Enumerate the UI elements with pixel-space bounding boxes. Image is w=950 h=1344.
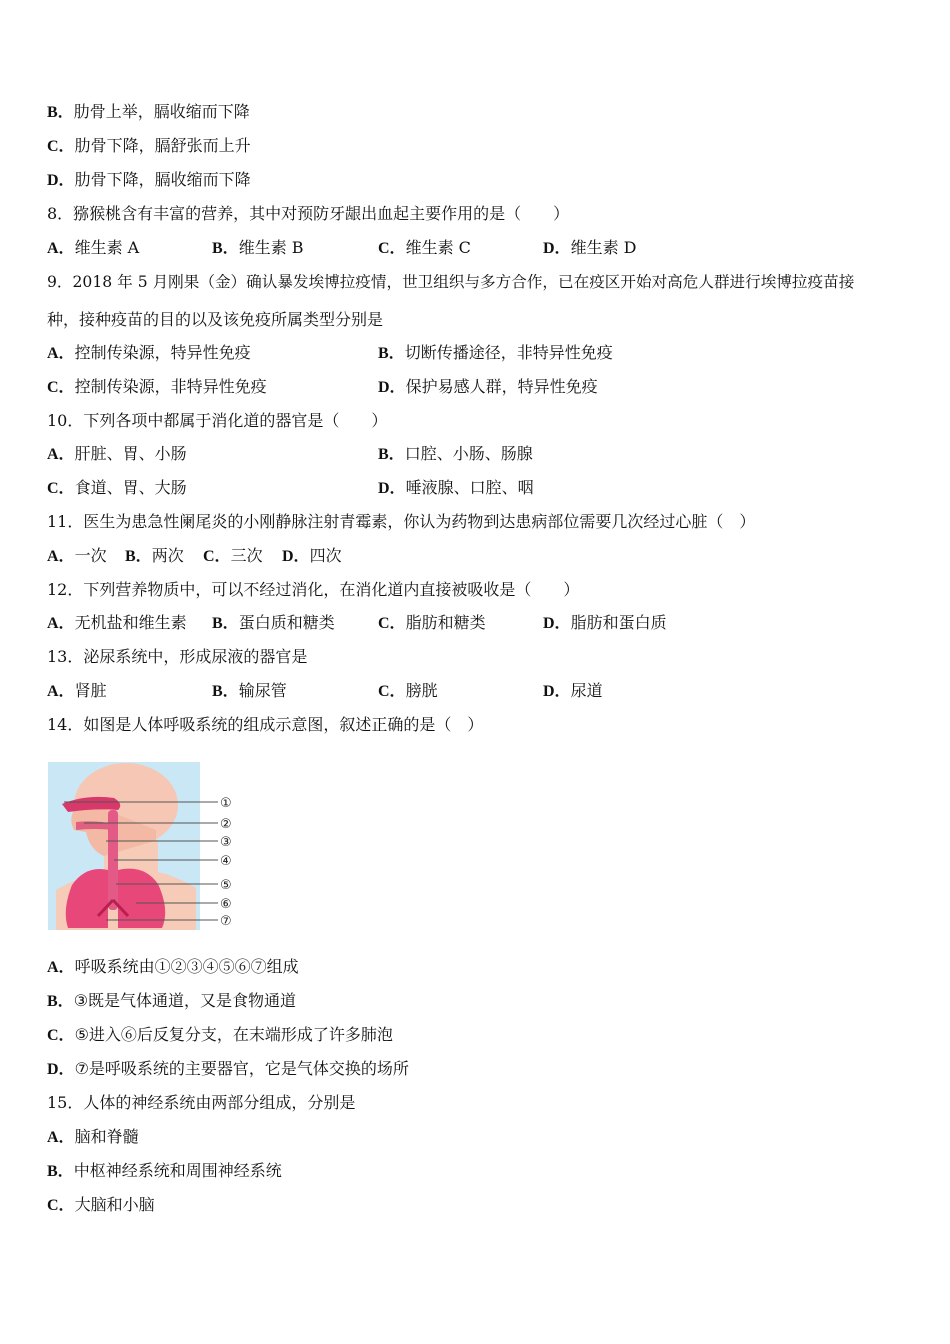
option-text: 控制传染源，非特异性免疫 (74, 377, 267, 396)
q10-option-c (47, 478, 187, 499)
option-text: ⑤进入⑥后反复分支，在末端形成了许多肺泡 (74, 1025, 393, 1044)
q10-option-b (378, 444, 533, 465)
q8-option-b (212, 238, 304, 259)
q15-option-a (47, 1127, 139, 1148)
option-text: 大脑和小脑 (74, 1195, 155, 1214)
q9-option-c (47, 377, 267, 398)
option-label: A． (47, 1129, 75, 1146)
q11-stem: 11．医生为患急性阑尾炎的小刚静脉注射青霉素，你认为药物到达患病部位需要几次经过心脏（ ） (47, 512, 756, 531)
option-text: 唾液腺、口腔、咽 (405, 478, 534, 497)
option-label: B． (47, 1163, 74, 1180)
q12-option-b (212, 613, 335, 634)
option-label: B． (378, 345, 405, 362)
q14-option-a (47, 957, 299, 978)
q13-option-c (378, 681, 438, 702)
q15-option-b (47, 1161, 282, 1182)
option-text: 肾脏 (74, 681, 107, 700)
q12-option-d (543, 613, 667, 634)
option-label: D． (378, 480, 406, 497)
option-label: D． (543, 615, 571, 632)
option-text: 食道、胃、大肠 (74, 478, 187, 497)
figure-label-1: ① (220, 796, 232, 811)
option-text: 三次 (230, 546, 263, 565)
q9-stem-line1: 9．2018 年 5 月刚果（金）确认暴发埃博拉疫情，世卫组织与多方合作，已在疫区开始对高危人群进行埃博拉疫苗接 (47, 273, 855, 291)
option-text: ③既是气体通道，又是食物通道 (73, 991, 297, 1010)
q11-option-b (125, 546, 184, 567)
option-text: 肋骨上举，膈收缩而下降 (73, 102, 250, 121)
option-text: 一次 (74, 546, 107, 565)
option-label: C． (378, 615, 406, 632)
q12-option-c (378, 613, 486, 634)
option-text: 肋骨下降，膈收缩而下降 (74, 170, 251, 189)
q9-option-d (378, 377, 598, 398)
option-text: 四次 (309, 546, 342, 565)
q10-option-a (47, 444, 187, 465)
option-text: 切断传播途径，非特异性免疫 (404, 343, 613, 362)
q15-stem: 15．人体的神经系统由两部分组成，分别是 (47, 1093, 356, 1112)
q14-option-b (47, 991, 296, 1012)
option-label: A． (47, 615, 75, 632)
option-label: B． (47, 104, 74, 121)
q14-stem: 14．如图是人体呼吸系统的组成示意图，叙述正确的是（ ） (47, 715, 484, 734)
figure-label-7: ⑦ (220, 914, 232, 929)
option-label: D． (378, 379, 406, 396)
option-label: C． (47, 379, 75, 396)
q12-option-a (47, 613, 187, 634)
option-label: B． (212, 683, 239, 700)
option-text: 维生素 B (238, 238, 304, 257)
figure-label-5: ⑤ (220, 878, 232, 893)
option-label: C． (47, 1027, 75, 1044)
option-label: C． (378, 683, 406, 700)
q13-stem: 13．泌尿系统中，形成尿液的器官是 (47, 647, 308, 666)
option-label: C． (47, 138, 75, 155)
option-text: 两次 (151, 546, 184, 565)
option-text: 输尿管 (238, 681, 287, 700)
q7-option-b (47, 102, 250, 123)
option-label: C． (47, 1197, 75, 1214)
option-text: 尿道 (570, 681, 603, 700)
figure-label-2: ② (220, 817, 232, 832)
option-text: 脂肪和蛋白质 (570, 613, 667, 632)
q9-stem-line2: 种，接种疫苗的目的以及该免疫所属类型分别是 (47, 310, 384, 329)
option-label: D． (47, 172, 75, 189)
q8-option-a (47, 238, 139, 259)
option-label: B． (378, 446, 405, 463)
option-text: 保护易感人群，特异性免疫 (405, 377, 598, 396)
q15-option-c (47, 1195, 155, 1216)
option-text: 口腔、小肠、肠腺 (404, 444, 533, 463)
option-text: 维生素 A (74, 238, 140, 257)
option-label: B． (125, 548, 152, 565)
q10-option-d (378, 478, 534, 499)
option-label: D． (543, 240, 571, 257)
q8-option-d (543, 238, 636, 259)
option-text: 膀胱 (405, 681, 438, 700)
q11-option-c (203, 546, 263, 567)
figure-label-3: ③ (220, 835, 232, 850)
option-text: 蛋白质和糖类 (238, 613, 335, 632)
option-text: 脑和脊髓 (74, 1127, 139, 1146)
option-label: A． (47, 446, 75, 463)
figure-label-6: ⑥ (220, 897, 232, 912)
option-text: 脂肪和糖类 (405, 613, 486, 632)
q10-stem: 10．下列各项中都属于消化道的器官是（ ） (47, 411, 388, 430)
option-label: A． (47, 683, 75, 700)
q13-option-a (47, 681, 107, 702)
option-label: C． (47, 480, 75, 497)
figure-label-4: ④ (220, 854, 232, 869)
option-label: A． (47, 345, 75, 362)
q13-option-d (543, 681, 603, 702)
q8-option-c (378, 238, 471, 259)
option-text: 维生素 C (405, 238, 471, 257)
option-text: 肝脏、胃、小肠 (74, 444, 187, 463)
q12-stem: 12．下列营养物质中，可以不经过消化，在消化道内直接被吸收是（ ） (47, 580, 580, 599)
option-text: 中枢神经系统和周围神经系统 (73, 1161, 282, 1180)
option-label: B． (212, 615, 239, 632)
q11-option-d (282, 546, 342, 567)
option-label: B． (47, 993, 74, 1010)
option-text: 控制传染源，特异性免疫 (74, 343, 251, 362)
q14-option-d (47, 1059, 409, 1080)
respiratory-system-figure (46, 760, 242, 932)
q7-option-d (47, 170, 251, 191)
option-label: D． (282, 548, 310, 565)
q13-option-b (212, 681, 287, 702)
q7-option-c (47, 136, 251, 157)
option-label: B． (212, 240, 239, 257)
option-text: 肋骨下降，膈舒张而上升 (74, 136, 251, 155)
option-label: C． (378, 240, 406, 257)
option-text: 维生素 D (570, 238, 637, 257)
option-text: 无机盐和维生素 (74, 613, 187, 632)
option-label: A． (47, 959, 75, 976)
q9-option-b (378, 343, 613, 364)
option-label: A． (47, 548, 75, 565)
q14-option-c (47, 1025, 393, 1046)
option-label: D． (543, 683, 571, 700)
option-label: A． (47, 240, 75, 257)
option-text: ⑦是呼吸系统的主要器官，它是气体交换的场所 (74, 1059, 409, 1078)
option-text: 呼吸系统由①②③④⑤⑥⑦组成 (74, 957, 299, 976)
option-label: C． (203, 548, 231, 565)
q8-stem: 8．猕猴桃含有丰富的营养，其中对预防牙龈出血起主要作用的是（ ） (47, 204, 570, 223)
q11-option-a (47, 546, 107, 567)
option-label: D． (47, 1061, 75, 1078)
q9-option-a (47, 343, 251, 364)
